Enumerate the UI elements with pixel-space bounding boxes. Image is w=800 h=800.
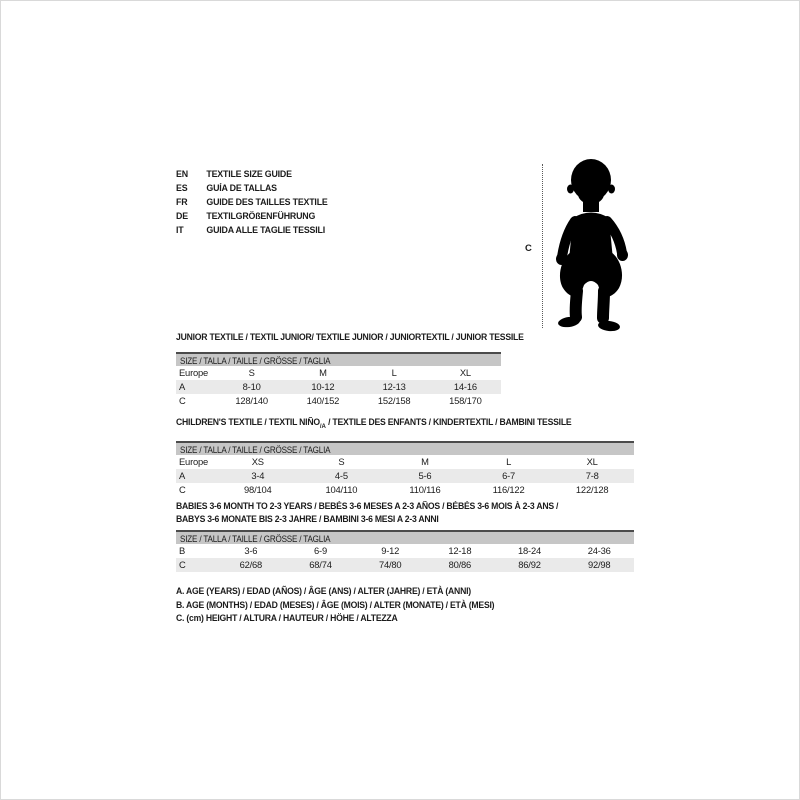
table-title: CHILDREN'S TEXTILE / TEXTIL $NIÑO_{/A}$ / TEXTILE DES ENFANTS / KINDERTEXTIL / BAMBINI TESSILE bbox=[176, 417, 572, 430]
language-code: DE bbox=[176, 211, 188, 221]
row-label: B bbox=[179, 545, 186, 556]
table-cell: 10-12 bbox=[311, 381, 335, 392]
language-row bbox=[176, 195, 328, 209]
table-title: JUNIOR TEXTILE / TEXTIL JUNIOR/ TEXTILE JUNIOR / JUNIORTEXTIL / JUNIOR TESSILE bbox=[176, 332, 524, 342]
table-cell: 8-10 bbox=[242, 381, 261, 392]
row-label: Europe bbox=[179, 455, 209, 467]
language-list bbox=[176, 167, 336, 237]
table-cell: M bbox=[421, 455, 429, 467]
size-table-children bbox=[176, 416, 634, 497]
table-cell: 9-12 bbox=[381, 545, 400, 556]
table-cell: XL bbox=[459, 367, 471, 378]
table-row bbox=[176, 544, 634, 558]
height-measure-label: C bbox=[525, 243, 532, 254]
table-row bbox=[176, 380, 501, 394]
table-title: BABIES 3-6 MONTH TO 2-3 YEARS / BEBÉS 3-6 MESES A 2-3 AÑOS / BÉBÉS 3-6 MOIS À 2-3 ANS / BABYS 3-6 MONATE BIS 2-3 JAHRE / BAMBINI 3-6 MESI A 2-3 ANNI bbox=[176, 501, 559, 524]
table-row bbox=[176, 558, 634, 572]
table-cell: XL bbox=[586, 455, 598, 467]
table-size-header: SIZE / TALLA / TAILLE / GRÖSSE / TAGLIA bbox=[176, 530, 634, 544]
legend-note-c: C. (cm) HEIGHT / ALTURA / HAUTEUR / HÖHE / ALTEZZA bbox=[176, 613, 398, 623]
table-size-header: SIZE / TALLA / TAILLE / GRÖSSE / TAGLIA bbox=[176, 441, 634, 455]
language-code: EN bbox=[176, 169, 188, 179]
table-cell: 140/152 bbox=[306, 395, 340, 406]
table-cell: 68/74 bbox=[309, 559, 332, 570]
table-row bbox=[176, 469, 634, 483]
table-cell: 80/86 bbox=[448, 559, 472, 570]
legend-notes bbox=[176, 585, 518, 626]
table-cell: 12-18 bbox=[448, 545, 472, 556]
table-cell: L bbox=[391, 367, 397, 378]
table-cell: 128/140 bbox=[235, 395, 268, 406]
table-cell: M bbox=[319, 367, 327, 378]
table-cell: S bbox=[248, 367, 255, 378]
table-cell: 6-7 bbox=[502, 469, 516, 481]
table-cell: 18-24 bbox=[518, 545, 542, 556]
legend-note-a: A. AGE (YEARS) / EDAD (AÑOS) / ÂGE (ANS) / ALTER (JAHRE) / ETÀ (ANNI) bbox=[176, 586, 471, 596]
toddler-silhouette-icon bbox=[547, 158, 635, 333]
table-cell: 7-8 bbox=[585, 469, 599, 481]
table-cell: 3-4 bbox=[251, 469, 265, 481]
row-label: C bbox=[179, 483, 186, 495]
table-cell: 92/98 bbox=[587, 559, 611, 570]
language-row bbox=[176, 223, 328, 237]
table-row bbox=[176, 455, 634, 469]
table-cell: 5-6 bbox=[418, 469, 432, 481]
language-label: GUIDA ALLE TAGLIE TESSILI bbox=[206, 225, 325, 235]
legend-note-b: B. AGE (MONTHS) / EDAD (MESES) / ÂGE (MOIS) / ALTER (MONATE) / ETÀ (MESI) bbox=[176, 599, 495, 610]
language-row bbox=[176, 209, 328, 223]
language-code: FR bbox=[176, 197, 188, 207]
language-label: TEXTILE SIZE GUIDE bbox=[206, 169, 292, 179]
table-row bbox=[176, 366, 501, 380]
table-cell: 74/80 bbox=[378, 559, 402, 570]
height-measure-dotted-line bbox=[542, 164, 543, 328]
size-table-babies bbox=[176, 500, 634, 572]
table-cell: 98/104 bbox=[244, 483, 272, 495]
row-label: A bbox=[179, 469, 186, 481]
table-cell: S bbox=[338, 455, 345, 467]
language-label: GUÍA DE TALLAS bbox=[206, 183, 277, 193]
table-cell: 6-9 bbox=[314, 545, 327, 556]
table-cell: 122/128 bbox=[575, 483, 609, 495]
row-label: Europe bbox=[179, 367, 209, 378]
table-cell: 86/92 bbox=[518, 559, 541, 570]
language-row bbox=[176, 181, 328, 195]
table-cell: XS bbox=[251, 455, 264, 467]
language-row bbox=[176, 167, 328, 181]
table-cell: 116/122 bbox=[492, 483, 525, 495]
row-label: C bbox=[179, 395, 186, 406]
table-cell: 3-6 bbox=[244, 545, 258, 556]
table-cell: L bbox=[506, 455, 512, 467]
table-row bbox=[176, 483, 634, 497]
table-cell: 14-16 bbox=[453, 381, 477, 392]
table-cell: 12-13 bbox=[382, 381, 406, 392]
language-code: ES bbox=[176, 183, 188, 193]
table-cell: 158/170 bbox=[449, 395, 482, 406]
language-label: TEXTILGRÖßENFÜHRUNG bbox=[206, 211, 316, 221]
table-cell: 104/110 bbox=[325, 483, 358, 495]
table-cell: 110/116 bbox=[409, 483, 441, 495]
table-cell: 24-36 bbox=[587, 545, 611, 556]
table-cell: 4-5 bbox=[334, 469, 348, 481]
table-size-header: SIZE / TALLA / TAILLE / GRÖSSE / TAGLIA bbox=[176, 352, 501, 366]
language-label: GUIDE DES TAILLES TEXTILE bbox=[206, 197, 328, 207]
table-cell: 62/68 bbox=[239, 559, 263, 570]
size-table-junior bbox=[176, 331, 524, 408]
table-row bbox=[176, 394, 501, 408]
row-label: C bbox=[179, 559, 186, 570]
language-code: IT bbox=[176, 225, 184, 235]
row-label: A bbox=[179, 381, 186, 392]
table-cell: 152/158 bbox=[377, 395, 411, 406]
